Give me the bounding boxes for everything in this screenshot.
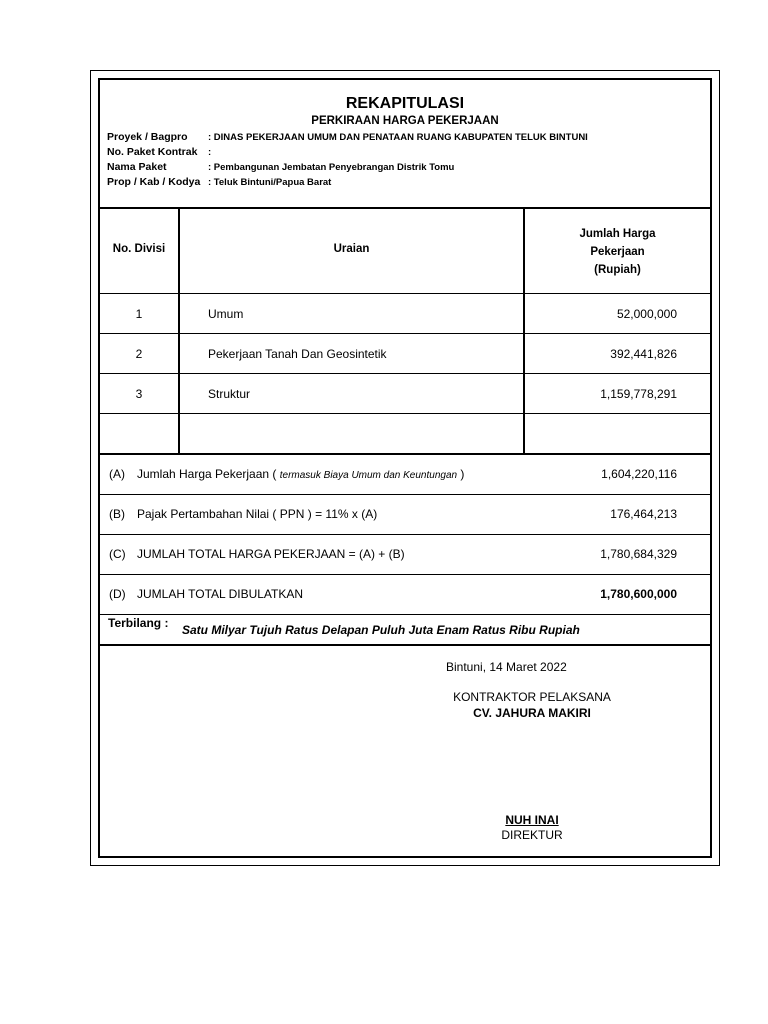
table-cell-no: 2 — [135, 347, 143, 361]
row-divider — [100, 574, 710, 575]
document-frame — [98, 78, 712, 858]
table-cell-uraian: Pekerjaan Tanah Dan Geosintetik — [208, 347, 387, 361]
row-divider — [100, 293, 710, 294]
table-cell-jumlah: 1,159,778,291 — [600, 387, 677, 401]
row-divider — [100, 614, 710, 615]
info-label: Nama Paket — [107, 161, 167, 173]
row-divider — [100, 373, 710, 374]
summary-text-a-main: Jumlah Harga Pekerjaan ( — [137, 467, 277, 481]
summary-letter-a: (A) — [109, 467, 125, 481]
summary-value-c: 1,780,684,329 — [600, 547, 677, 561]
summary-text-b: Pajak Pertambahan Nilai ( PPN ) = 11% x (A) — [137, 507, 378, 521]
signature-place-date: Bintuni, 14 Maret 2022 — [446, 660, 567, 674]
row-divider — [100, 644, 710, 646]
column-header-jumlah-line: Pekerjaan — [590, 246, 645, 258]
info-value: : — [208, 147, 212, 158]
summary-letter-c: (C) — [109, 547, 126, 561]
signature-name: NUH INAI — [505, 813, 559, 827]
table-cell-no: 1 — [135, 307, 143, 321]
table-cell-uraian: Struktur — [208, 387, 251, 401]
table-cell-jumlah: 52,000,000 — [616, 307, 677, 321]
row-divider — [100, 534, 710, 535]
summary-text-a-close: ) — [460, 467, 465, 481]
row-divider — [100, 333, 710, 334]
info-value: : DINAS PEKERJAAN UMUM DAN PENATAAN RUANG KABUPATEN TELUK BINTUNI — [208, 132, 588, 143]
signature-company: CV. JAHURA MAKIRI — [473, 706, 591, 720]
column-header-no-divisi: No. Divisi — [112, 243, 166, 255]
document-header — [100, 80, 710, 209]
row-divider — [100, 413, 710, 414]
summary-text-c: JUMLAH TOTAL HARGA PEKERJAAN = (A) + (B) — [137, 547, 405, 561]
row-divider — [100, 453, 710, 455]
terbilang-text: Satu Milyar Tujuh Ratus Delapan Puluh Juta Enam Ratus Ribu Rupiah — [182, 623, 580, 637]
summary-value-d: 1,780,600,000 — [600, 587, 677, 601]
summary-text-d: JUMLAH TOTAL DIBULATKAN — [137, 587, 304, 601]
info-value: : Pembangunan Jembatan Penyebrangan Distrik Tomu — [208, 162, 455, 173]
column-header-jumlah-line: Jumlah Harga — [579, 228, 656, 240]
summary-value-b: 176,464,213 — [610, 507, 677, 521]
summary-value-a: 1,604,220,116 — [601, 467, 677, 481]
info-value: : Teluk Bintuni/Papua Barat — [208, 177, 332, 188]
column-header-uraian: Uraian — [333, 243, 370, 255]
document-outer-border — [90, 70, 720, 866]
table-cell-no: 3 — [135, 387, 143, 401]
document-title: REKAPITULASI — [345, 95, 465, 112]
column-header-jumlah-line: (Rupiah) — [594, 264, 641, 276]
document-subtitle: PERKIRAAN HARGA PEKERJAAN — [311, 115, 499, 127]
info-label: Proyek / Bagpro — [107, 131, 188, 143]
info-label: Prop / Kab / Kodya — [107, 176, 201, 188]
summary-letter-b: (B) — [109, 507, 125, 521]
table-cell-jumlah: 392,441,826 — [610, 347, 677, 361]
summary-letter-d: (D) — [109, 587, 126, 601]
signature-role: KONTRAKTOR PELAKSANA — [453, 690, 611, 704]
signature-position: DIREKTUR — [501, 828, 563, 842]
summary-text-a — [137, 467, 464, 481]
row-divider — [100, 494, 710, 495]
info-label: No. Paket Kontrak — [107, 146, 198, 158]
summary-text-a-note: termasuk Biaya Umum dan Keuntungan — [279, 470, 458, 481]
table-cell-uraian: Umum — [208, 307, 244, 321]
terbilang-label: Terbilang : — [108, 616, 169, 630]
column-header-jumlah — [525, 225, 710, 279]
